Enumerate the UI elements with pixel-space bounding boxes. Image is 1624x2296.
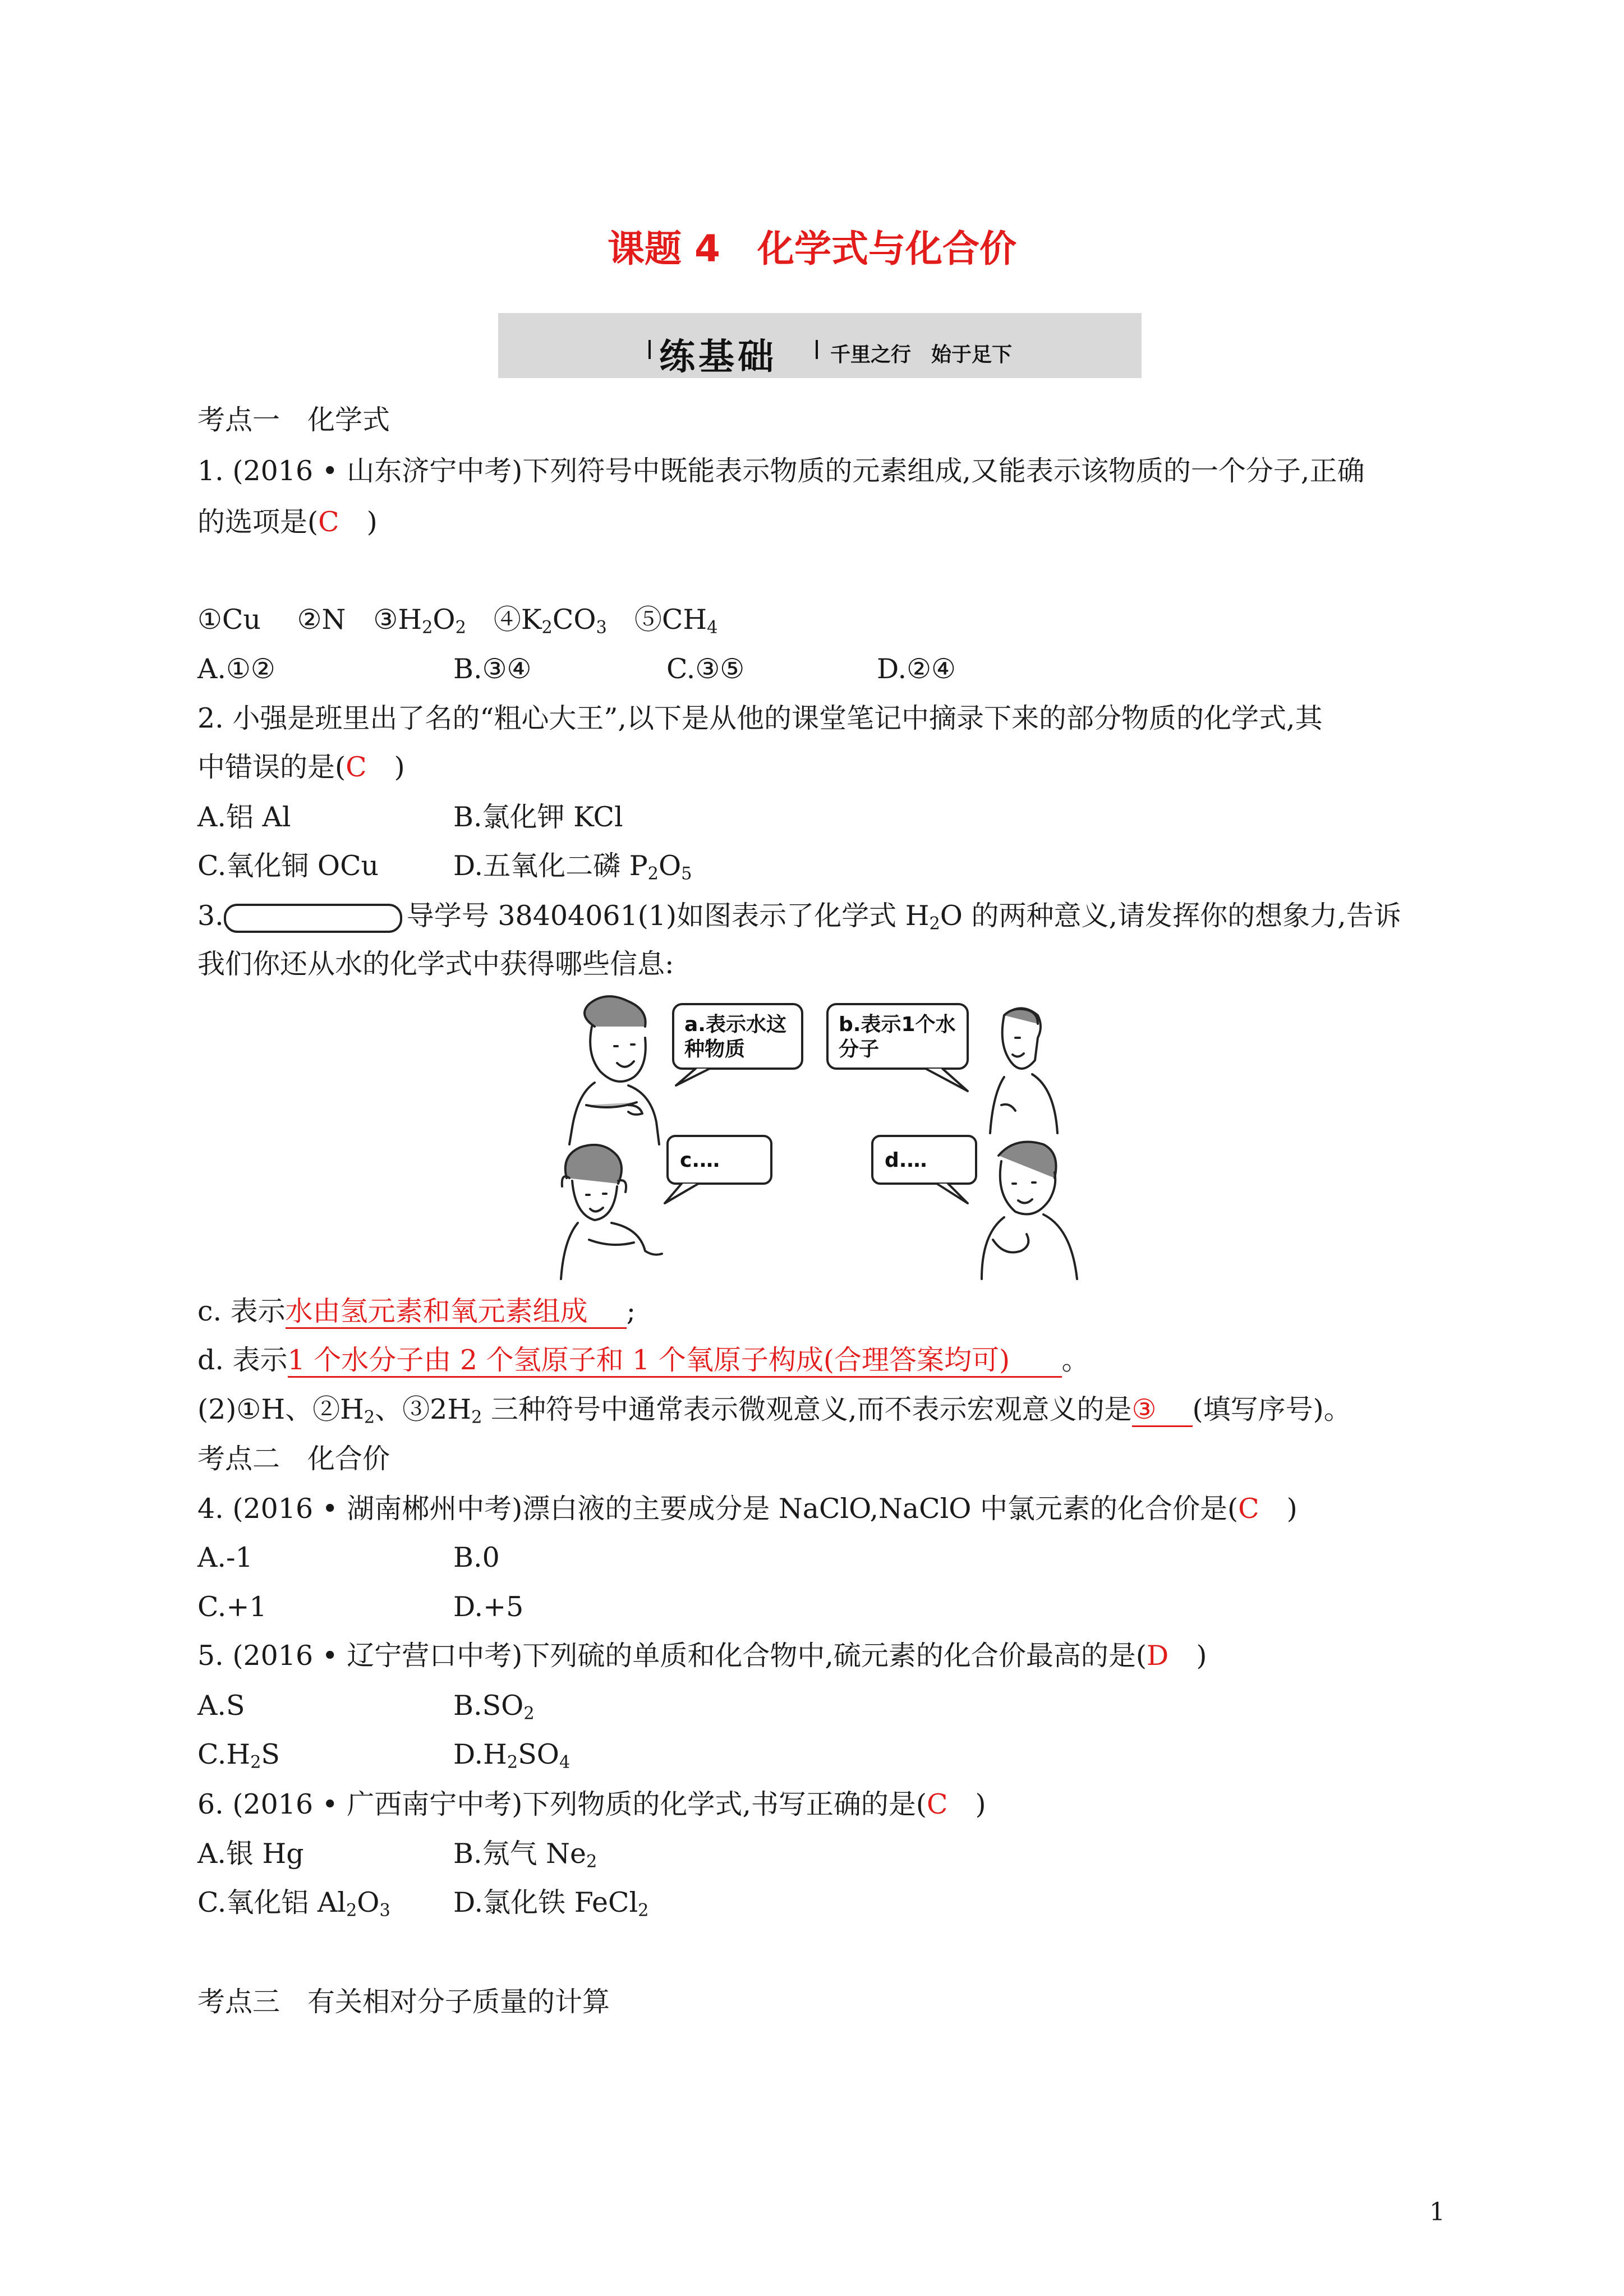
question-3-d: d. 表示1 个水分子由 2 个氢原子和 1 个氧原子构成(合理答案均可) 。 (197, 1346, 1089, 1378)
water-meaning-illustration (555, 993, 1116, 1285)
banner-motto: 千里之行 始于足下 (830, 343, 1013, 366)
question-4-answer: C (1238, 1493, 1259, 1525)
question-4-option-b: B.0 (453, 1542, 500, 1573)
question-5-option-c: $C.H_2S$ (197, 1738, 280, 1773)
question-4-option-a: A.-1 (197, 1542, 253, 1573)
question-6-option-b: B.氖气 $Ne_2$ (453, 1838, 597, 1872)
question-3-text: 3. 导学号 38404061(1)如图表示了化学式 $H_2O$ 的两种意义,请发挥你的想象力,告诉 (197, 900, 1401, 934)
question-1-option-a: A.①② (197, 653, 275, 685)
page-number: 1 (1429, 2198, 1445, 2226)
question-3-c-answer: 水由氢元素和氧元素组成 (286, 1297, 627, 1329)
question-5-option-b: $B.SO_2$ (453, 1690, 535, 1724)
question-6-option-d: D.氯化铁 FeCl$_2$ (453, 1887, 649, 1921)
question-5-option-a: A.S (197, 1690, 245, 1722)
girl-avatar-bottom-left (561, 1145, 662, 1279)
question-4-option-d: D.+5 (453, 1591, 524, 1623)
page-title: 课题 4 化学式与化合价 (608, 227, 1016, 270)
question-1-prompt: 的选项是(C ) (197, 506, 378, 538)
question-3-part-2-answer: ③ (1132, 1396, 1193, 1427)
question-1-option-d: D.②④ (877, 653, 956, 685)
question-2-answer: C (346, 751, 367, 783)
question-1-answer: C (318, 506, 339, 538)
boy-avatar-bottom-right (982, 1142, 1077, 1280)
question-6-text: 6. (2016 • 广西南宁中考)下列物质的化学式,书写正确的是(C ) (197, 1788, 986, 1820)
section-heading-1: 考点一 化学式 (197, 404, 390, 436)
bubble-c-text: c.… (680, 1149, 720, 1172)
question-1-option-c: C.③⑤ (666, 653, 745, 685)
banner-title: 练基础 (659, 337, 777, 378)
bubble-a-line-2: 种物质 (684, 1038, 746, 1061)
question-2-text: 2. 小强是班里出了名的“粗心大王”,以下是从他的课堂笔记中摘录下来的部分物质的化学式,其 (197, 702, 1323, 734)
question-2-option-d: D.五氧化二磷 $P_2O_5$ (453, 850, 692, 884)
bubble-a-line-1: a.表示水这 (684, 1013, 786, 1036)
question-5-text: 5. (2016 • 辽宁营口中考)下列硫的单质和化合物中,硫元素的化合价最高的是(D ) (197, 1640, 1207, 1672)
guide-number-box (224, 904, 402, 933)
question-4-option-c: C.+1 (197, 1591, 267, 1623)
question-3-part-2: (2)①H、$②H_2$、$③2H_2$ 三种符号中通常表示微观意义,而不表示宏观意义的是③ (填写序号)。 (197, 1393, 1351, 1428)
question-2-option-c: C.氧化铜 OCu (197, 850, 379, 882)
question-1-option-b: B.③④ (453, 653, 532, 685)
bubble-b-line-1: b.表示1个水 (839, 1013, 956, 1036)
question-3-d-answer: 1 个水分子由 2 个氢原子和 1 个氧原子构成(合理答案均可) (288, 1346, 1062, 1378)
question-6-option-a: A.银 Hg (197, 1838, 304, 1870)
banner-divider-right (816, 340, 818, 359)
question-1-text: 1. (2016 • 山东济宁中考)下列符号中既能表示物质的元素组成,又能表示该物质的一个分子,正确 (197, 455, 1365, 487)
question-6-answer: C (927, 1788, 948, 1820)
banner-divider-left (648, 340, 651, 359)
question-2-option-b: B.氯化钾 KCl (453, 801, 623, 833)
section-heading-2: 考点二 化合价 (197, 1443, 390, 1475)
bubble-b-line-2: 分子 (839, 1038, 880, 1061)
bubble-d-text: d.… (885, 1149, 927, 1172)
question-1-symbols: ①Cu ②N $③H_2O_2$ $④K_2CO_3$ $⑤CH_4$ (197, 604, 718, 638)
question-3-text-2: 我们你还从水的化学式中获得哪些信息: (197, 948, 674, 980)
question-4-text: 4. (2016 • 湖南郴州中考)漂白液的主要成分是 NaClO,NaClO 中氯元素的化合价是(C ) (197, 1493, 1298, 1525)
question-2-prompt: 中错误的是(C ) (197, 751, 405, 783)
question-2-option-a: A.铝 Al (197, 801, 291, 833)
section-heading-3: 考点三 有关相对分子质量的计算 (197, 1986, 610, 2018)
question-5-answer: D (1147, 1640, 1169, 1672)
boy-avatar-top-left (569, 996, 659, 1144)
question-6-option-c: C.氧化铝 $Al_2O_3$ (197, 1887, 390, 1921)
question-5-option-d: $D.H_2SO_4$ (453, 1738, 571, 1773)
question-3-c: c. 表示水由氢元素和氧元素组成 ; (197, 1297, 636, 1329)
man-avatar-top-right (990, 1009, 1057, 1134)
section-banner (498, 313, 1142, 378)
